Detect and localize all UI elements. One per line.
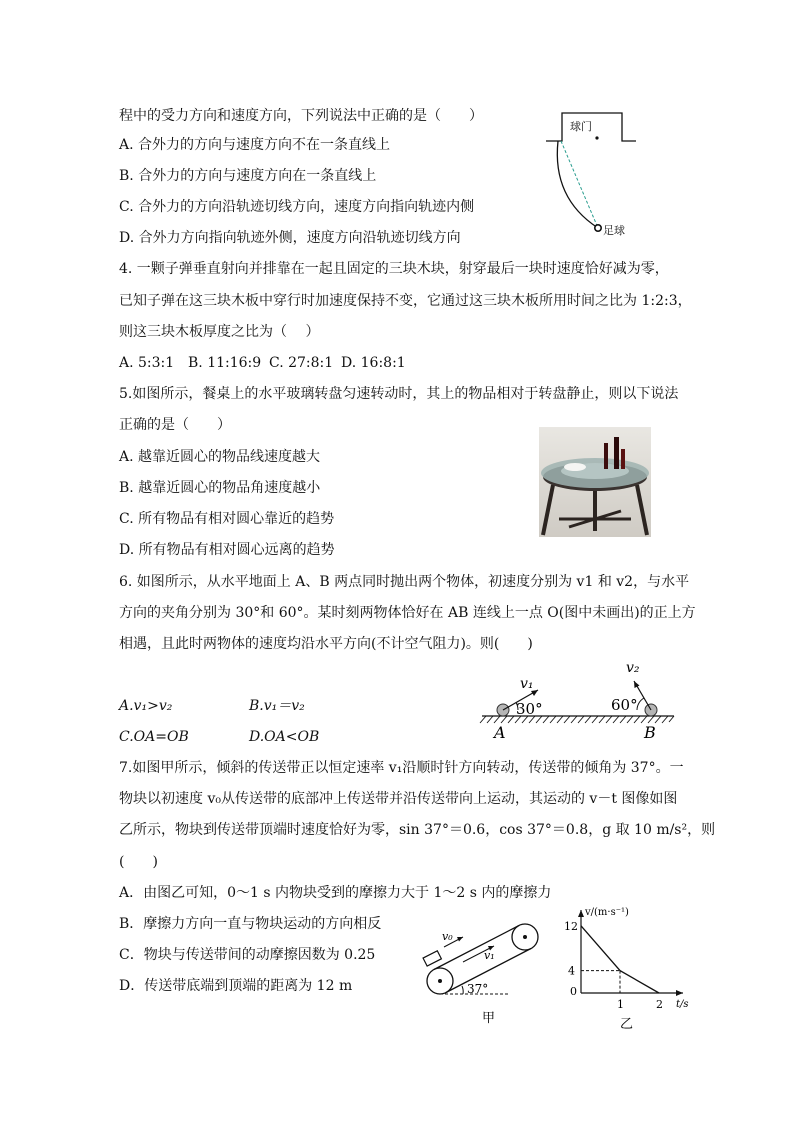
q3-option-d: D. 合外力方向指向轨迹外侧，速度方向沿轨迹切线方向: [119, 230, 461, 246]
q7-line-2: 物块以初速度 v₀从传送带的底部冲上传送带并沿传送带向上运动，其运动的 v－t 图像如图: [119, 791, 678, 807]
x-axis-label: t/s: [676, 999, 689, 1010]
belt-v1-label: v₁: [484, 949, 495, 962]
q7-line-1: 7.如图甲所示，倾斜的传送带正以恒定速率 v₁沿顺时针方向转动，传送带的倾角为 37°。一: [119, 760, 684, 776]
q4-option-a: A. 5:3:1: [119, 355, 175, 371]
q7-option-d: D．传送带底端到顶端的距离为 12 m: [119, 978, 353, 994]
q5-line-1: 5.如图所示，餐桌上的水平玻璃转盘匀速转动时，其上的物品相对于转盘静止，则以下说法: [119, 386, 679, 402]
q5-option-c: C. 所有物品有相对圆心靠近的趋势: [119, 511, 335, 527]
v0-label: v₀: [442, 930, 453, 943]
goal-label: 球门: [570, 120, 592, 133]
q5-option-b: B. 越靠近圆心的物品角速度越小: [119, 480, 321, 496]
conveyor-belt-figure: [418, 912, 546, 1030]
tick-label-origin: 0: [570, 985, 577, 998]
tick-label-12: 12: [564, 919, 578, 933]
y-axis-label: v/(m·s⁻¹): [585, 907, 629, 918]
angle-37-label: 37°: [467, 982, 489, 996]
q6-option-d: D.OA<OB: [249, 729, 320, 745]
q6-option-c: C.OA=OB: [119, 729, 189, 745]
q6-option-a: A.v₁>v₂: [119, 698, 173, 714]
q6-option-b: B.v₁＝v₂: [249, 698, 305, 714]
vt-graph: [555, 900, 705, 1032]
q3-stem: 程中的受力方向和速度方向，下列说法中正确的是（ ）: [119, 108, 483, 124]
q5-option-a: A. 越靠近圆心的物品线速度越大: [119, 449, 321, 465]
q7-option-c: C．物块与传送带间的动摩擦因数为 0.25: [119, 947, 376, 963]
angle-30-label: 30°: [516, 700, 543, 718]
tick-label-2: 2: [656, 998, 663, 1011]
q4-line-2: 已知子弹在这三块木板中穿行时加速度保持不变，它通过这三块木板所用时间之比为 1:2:3，: [119, 293, 692, 309]
q7-option-b: B．摩擦力方向一直与物块运动的方向相反: [119, 916, 382, 932]
q3-option-b: B. 合外力的方向与速度方向在一条直线上: [119, 168, 377, 184]
football-icon: [595, 225, 601, 231]
rotating-table-photo: [539, 427, 651, 537]
q5-line-2: 正确的是（ ）: [119, 417, 231, 433]
q3-option-c: C. 合外力的方向沿轨迹切线方向，速度方向指向轨迹内侧: [119, 199, 475, 215]
q4-line-3: 则这三块木板厚度之比为（ ）: [119, 324, 320, 340]
q7-line-3: 乙所示，物块到传送带顶端时速度恰好为零，sin 37°＝0.6，cos 37°＝0.8，g 取 10 m/s²，则: [119, 822, 716, 838]
figure-jia-caption: 甲: [482, 1011, 496, 1026]
q7-option-a: A．由图乙可知，0～1 s 内物块受到的摩擦力大于 1～2 s 内的摩擦力: [119, 885, 552, 901]
q4-option-b: B. 11:16:9: [188, 355, 262, 371]
q4-option-c: C. 27:8:1: [269, 355, 334, 371]
q5-option-d: D. 所有物品有相对圆心远离的趋势: [119, 542, 335, 558]
q4-option-d: D. 16:8:1: [341, 355, 406, 371]
figure-yi-caption: 乙: [620, 1017, 634, 1032]
q3-option-a: A. 合外力的方向与速度方向不在一条直线上: [119, 137, 391, 153]
q6-projectile-figure: [476, 655, 680, 745]
point-b-label: B: [644, 723, 656, 742]
q7-line-4: ( ): [119, 854, 158, 870]
v2-label: v₂: [626, 660, 640, 676]
q6-line-3: 相遇，且此时两物体的速度均沿水平方向(不计空气阻力)。则( ): [119, 636, 533, 652]
q3-goal-figure: [540, 108, 650, 240]
v1-label: v₁: [520, 676, 534, 692]
q6-line-2: 方向的夹角分别为 30°和 60°。某时刻两物体恰好在 AB 连线上一点 O(图中未画出)的正上方: [119, 605, 696, 621]
q4-line-1: 4. 一颗子弹垂直射向并排靠在一起且固定的三块木块，射穿最后一块时速度恰好减为零，: [119, 261, 669, 277]
football-label: 足球: [603, 224, 625, 237]
tick-label-1: 1: [617, 998, 624, 1011]
point-a-label: A: [494, 723, 506, 742]
q6-line-1: 6. 如图所示，从水平地面上 A、B 两点同时抛出两个物体，初速度分别为 v1 和 v2，与水平: [119, 574, 690, 590]
tick-label-4: 4: [568, 964, 575, 978]
angle-60-label: 60°: [611, 696, 638, 714]
